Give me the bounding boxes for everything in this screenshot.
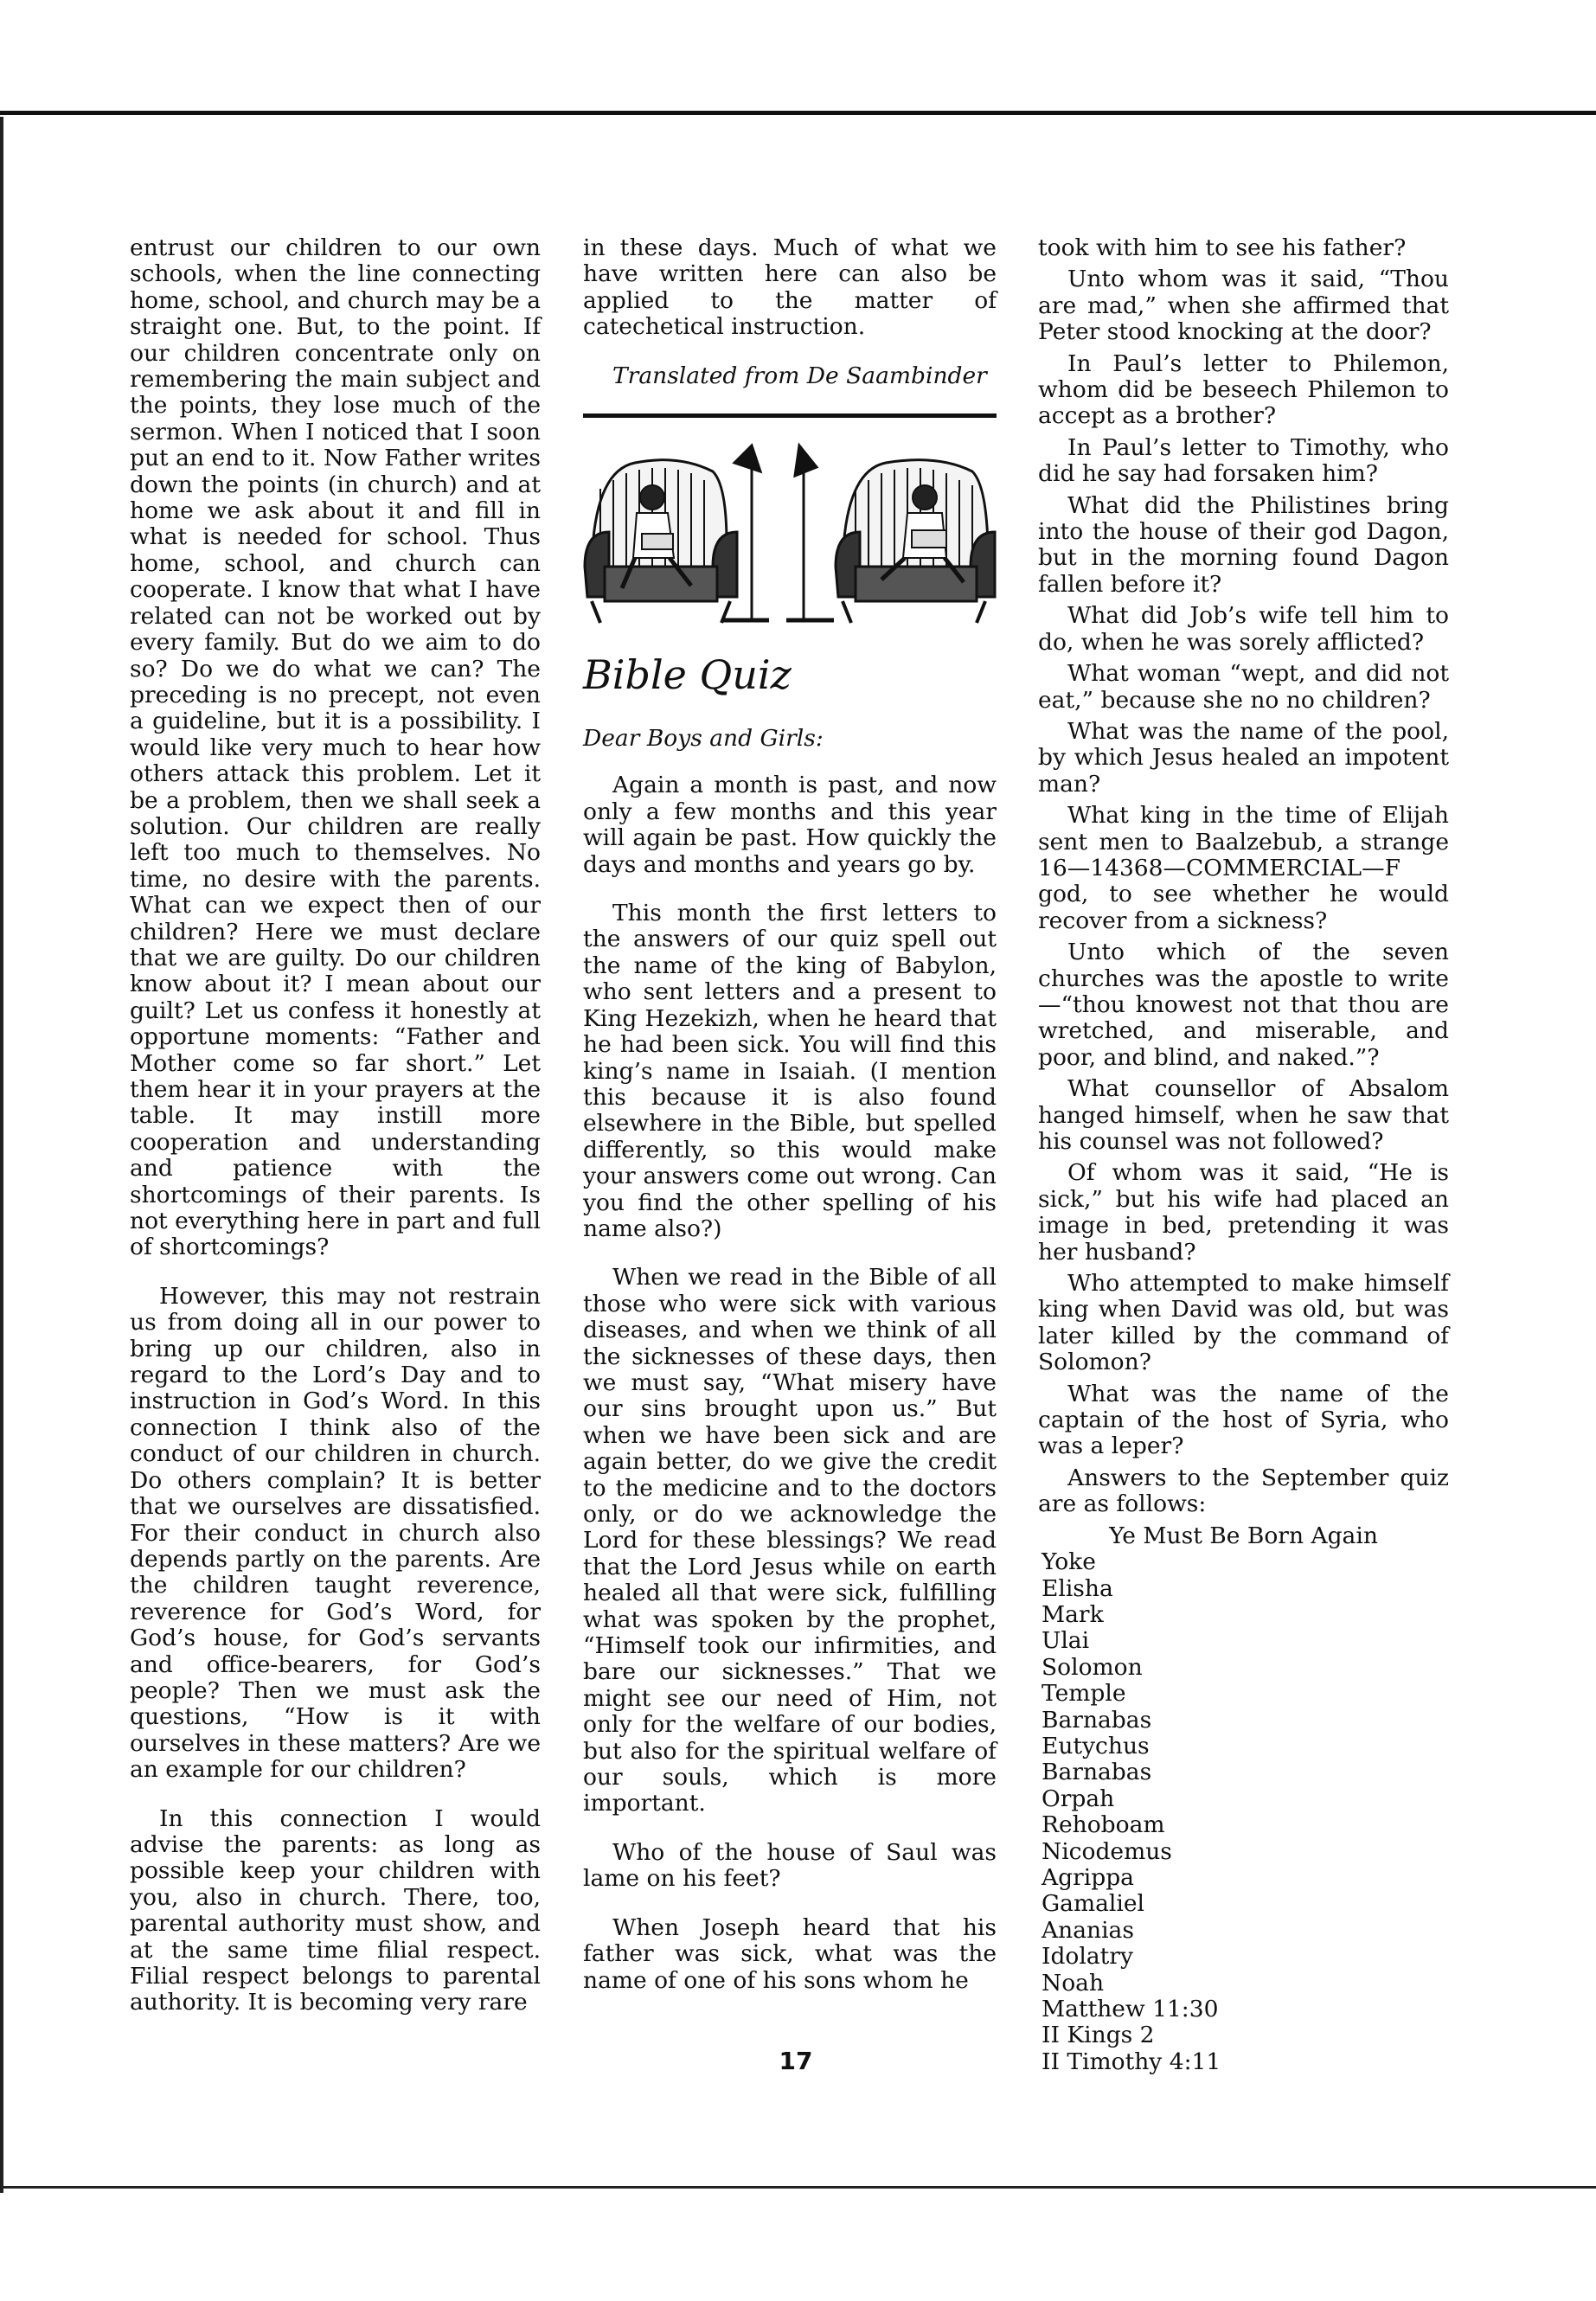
- quiz-question: What counsellor of Absalom hanged himself, when he saw that his counsel was not followed?: [1038, 1075, 1449, 1155]
- paragraph: in these days. Much of what we have written here can also be applied to the matter of catechetical instruction.: [583, 234, 997, 341]
- salutation: Dear Boys and Girls:: [583, 725, 824, 753]
- answers-intro: Answers to the September quiz are as follows:: [1038, 1464, 1449, 1518]
- quiz-question-continuation: took with him to see his father?: [1038, 234, 1407, 261]
- quiz-question: Who of the house of Saul was lame on his feet?: [583, 1838, 997, 1893]
- answer-item: Ananias: [1042, 1916, 1134, 1944]
- answer-item: Matthew 11:30: [1042, 1996, 1219, 2022]
- column-middle: [583, 235, 997, 1997]
- quiz-question: What king in the time of Elijah sent men to Baalzebub, a strange 16—14368—COMMERCIAL—F god, to see whether he would recover from a sickness?: [1038, 802, 1449, 934]
- answer-item: Nicodemus: [1042, 1837, 1172, 1865]
- answers-heading: Ye Must Be Born Again: [1109, 1522, 1378, 1549]
- answer-item: Solomon: [1042, 1653, 1143, 1681]
- quiz-question: What woman “wept, and did not eat,” because she no no children?: [1038, 660, 1449, 714]
- quiz-question: In Paul’s letter to Timothy, who did he say had forsaken him?: [1038, 433, 1449, 488]
- column-right: [1038, 235, 1449, 2075]
- quiz-question: Of whom was it said, “He is sick,” but his wife had placed an image in bed, pretending it was her husband?: [1038, 1159, 1449, 1266]
- bottom-rule: [0, 2186, 1596, 2189]
- answer-item: Eutychus: [1042, 1732, 1150, 1759]
- paragraph: However, this may not restrain us from doing all in our power to bring up our children, also in regard to the Lord’s Day and to instruction in God’s Word. In this connection I think also of the conduct of our children in church. Do others complain? It is better that we ourselves are dissatisfied. For their conduct in church also depends partly on the parents. Are the children taught reverence, reverence for God’s Word, for God’s house, for God’s servants and office-bearers, for God’s people? Then we must ask the questions, “How is it with ourselves in these matters? Are we an example for our children?: [130, 1282, 541, 1784]
- answer-item: Barnabas: [1042, 1759, 1152, 1786]
- paragraph: In this connection I would advise the parents: as long as possible keep your children with you, also in church. There, too, parental authority must show, and at the same time filial respect. Filial respect belongs to parental authority. It is becoming very rare: [130, 1804, 541, 2016]
- quiz-question: Unto which of the seven churches was the apostle to write—“thou knowest not that thou are wretched, and miserable, and poor, and blind, and naked.”?: [1038, 939, 1449, 1071]
- reading-children-illustration: [583, 437, 997, 627]
- answer-item: Temple: [1042, 1680, 1126, 1708]
- answer-item: Idolatry: [1042, 1943, 1133, 1971]
- translation-credit: Translated from De Saambinder: [612, 362, 987, 389]
- page-number: 17: [779, 2047, 813, 2075]
- quiz-title: Bible Quiz: [583, 651, 792, 699]
- quiz-question: What did Job’s wife tell him to do, when he was sorely afflicted?: [1038, 602, 1449, 656]
- paragraph: This month the first letters to the answers of our quiz spell out the name of the king of Babylon, who sent letters and a present to King Hezekizh, when he heard that he had been sick. You will find this king’s name in Isaiah. (I mention this because it is also found elsewhere in the Bible, but spelled differently, so this would make your answers come out wrong. Can you find the other spelling of his name also?): [583, 900, 997, 1242]
- quiz-question: What was the name of the captain of the host of Syria, who was a leper?: [1038, 1380, 1449, 1460]
- answer-item: II Timothy 4:11: [1042, 2048, 1221, 2075]
- answer-item: Agrippa: [1042, 1863, 1134, 1891]
- top-rule: [0, 111, 1596, 115]
- answer-item: Barnabas: [1042, 1706, 1152, 1734]
- paragraph: entrust our children to our own schools, when the line connecting home, school, and church may be a straight one. But, to the point. If our children concentrate only on remembering the main subject and the points, they lose much of the sermon. When I noticed that I soon put an end to it. Now Father writes down the points (in church) and at home we ask about it and fill in what is needed for school. Thus home, school, and church can cooperate. I know that what I have related can not be worked out by every family. But do we aim to do so? Do we do what we can? The preceding is no precept, not even a guideline, but it is a possibility. I would like very much to hear how others attack this problem. Let it be a problem, then we shall seek a solution. Our children are really left too much to themselves. No time, no desire with the parents. What can we expect then of our children? Here we must declare that we are guilty. Do our children know about it? I mean about our guilt? Let us confess it honestly at opportune moments: “Father and Mother come so far short.” Let them hear it in your prayers at the table. It may instill more cooperation and understanding and patience with the shortcomings of their parents. Is not everything here in part and full of shortcomings?: [130, 234, 541, 1261]
- paragraph: When we read in the Bible of all those who were sick with various diseases, and when we think of all the sicknesses of these days, then we must say, “What misery have our sins brought upon us.” But when we have been sick and are again better, do we give the credit to the medicine and to the doctors only, or do we acknowledge the Lord for these blessings? We read that the Lord Jesus while on earth healed all that were sick, fulfilling what was spoken by the prophet, “Himself took our infirmities, and bare our sicknesses.” That we might see our need of Him, not only for the welfare of our bodies, but also for the spiritual welfare of our souls, which is more important.: [583, 1264, 997, 1817]
- answer-list: [1038, 1549, 1449, 2075]
- quiz-question-list: [1038, 266, 1449, 1459]
- page-left-edge: [0, 117, 3, 2193]
- column-left: [130, 235, 541, 2020]
- quiz-question: In Paul’s letter to Philemon, whom did be beseech Philemon to accept as a brother?: [1038, 349, 1449, 430]
- answer-item: Yoke: [1042, 1548, 1096, 1576]
- quiz-question: What was the name of the pool, by which Jesus healed an impotent man?: [1038, 717, 1449, 798]
- answer-item: Ulai: [1042, 1627, 1090, 1655]
- answer-item: Noah: [1042, 1969, 1105, 1997]
- answer-item: Mark: [1042, 1600, 1104, 1628]
- section-divider: [583, 413, 997, 418]
- answer-item: Rehoboam: [1042, 1811, 1165, 1839]
- answer-item: Gamaliel: [1042, 1890, 1145, 1918]
- quiz-question: Unto whom was it said, “Thou are mad,” when she affirmed that Peter stood knocking at the door?: [1038, 266, 1449, 346]
- quiz-question: Who attempted to make himself king when David was old, but was later killed by the command of Solomon?: [1038, 1270, 1449, 1376]
- paragraph: Again a month is past, and now only a few months and this year will again be past. How quickly the days and months and years go by.: [583, 772, 997, 878]
- quiz-question: When Joseph heard that his father was sick, what was the name of one of his sons whom he: [583, 1913, 997, 1994]
- quiz-question: What did the Philistines bring into the house of their god Dagon, but in the morning found Dagon fallen before it?: [1038, 491, 1449, 598]
- answer-item: Orpah: [1042, 1785, 1115, 1812]
- answer-item: Elisha: [1042, 1574, 1113, 1602]
- answer-item: II Kings 2: [1042, 2022, 1155, 2049]
